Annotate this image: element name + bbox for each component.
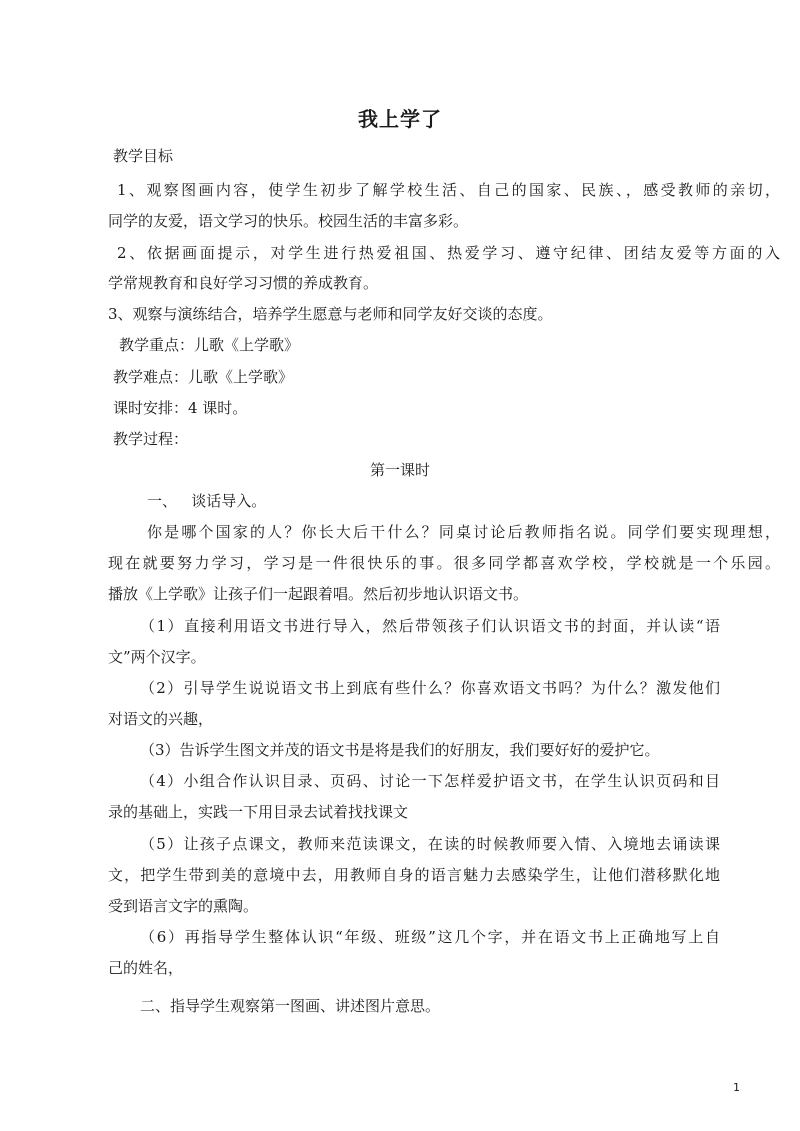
key-point: 教学重点：儿歌《上学歌》 — [119, 336, 300, 354]
step-1-line-2: 文”两个汉字。 — [108, 648, 206, 666]
section-1-heading: 一、 谈话导入。 — [147, 492, 267, 510]
step-6-line-1: （6）再指导学生整体认识“年级、班级”这几个字，并在语文书上正确地写上自 — [140, 928, 720, 946]
step-5-line-1: （5）让孩子点课文，教师来范读课文，在读的时候教师要入情、入境地去诵读课 — [140, 835, 720, 853]
step-1-line-1: （1）直接利用语文书进行导入，然后带领孩子们认识语文书的封面，并认读“语 — [140, 617, 720, 635]
goal-item-2-line-2: 学常规教育和良好学习习惯的养成教育。 — [108, 274, 379, 292]
goal-item-3: 3、观察与演练结合，培养学生愿意与老师和同学友好交谈的态度。 — [108, 305, 553, 323]
goal-item-1-line-1: 1、观察图画内容，使学生初步了解学校生活、自己的国家、民族、，感受教师的亲切， — [117, 181, 780, 199]
step-5-line-2: 文，把学生带到美的意境中去，用教师自身的语言魅力去感染学生，让他们潜移默化地 — [108, 866, 720, 884]
goal-item-2-line-1: 2、依据画面提示，对学生进行热爱祖国、热爱学习、遵守纪律、团结友爱等方面的入 — [117, 244, 780, 262]
page-number: 1 — [733, 1081, 740, 1094]
section-1-para-line-2: 现在就要努力学习，学习是一件很快乐的事。很多同学都喜欢学校，学校就是一个乐园。 — [108, 554, 780, 572]
process-heading: 教学过程： — [113, 430, 189, 448]
section-1-para-line-3: 播放《上学歌》让孩子们一起跟着唱。然后初步地认识语文书。 — [108, 585, 529, 603]
section-1-para-line-1: 你是哪个国家的人？你长大后干什么？同桌讨论后教师指名说。同学们要实现理想， — [147, 523, 780, 541]
step-3: （3）告诉学生图文并茂的语文书是将是我们的好朋友，我们要好好的爱护它。 — [140, 741, 660, 759]
section-2-heading: 二、指导学生观察第一图画、讲述图片意思。 — [140, 997, 441, 1015]
step-6-line-2: 己的姓名， — [108, 959, 184, 977]
goals-heading: 教学目标 — [113, 147, 174, 165]
schedule: 课时安排：4 课时。 — [113, 399, 248, 417]
difficulty: 教学难点：儿歌《上学歌》 — [113, 368, 294, 386]
lesson-title: 第一课时 — [369, 461, 430, 479]
step-5-line-3: 受到语言文字的熏陶。 — [108, 897, 259, 915]
page-title: 我上学了 — [358, 107, 442, 131]
step-2-line-1: （2）引导学生说说语文书上到底有些什么？你喜欢语文书吗？为什么？激发他们 — [140, 679, 720, 697]
step-2-line-2: 对语文的兴趣， — [108, 710, 214, 728]
goal-item-1-line-2: 同学的友爱，语文学习的快乐。校园生活的丰富多彩。 — [108, 212, 469, 230]
step-4-line-1: （4）小组合作认识目录、页码、讨论一下怎样爱护语文书，在学生认识页码和目 — [140, 772, 720, 790]
step-4-line-2: 录的基础上，实践一下用目录去试着找找课文 — [108, 803, 409, 821]
